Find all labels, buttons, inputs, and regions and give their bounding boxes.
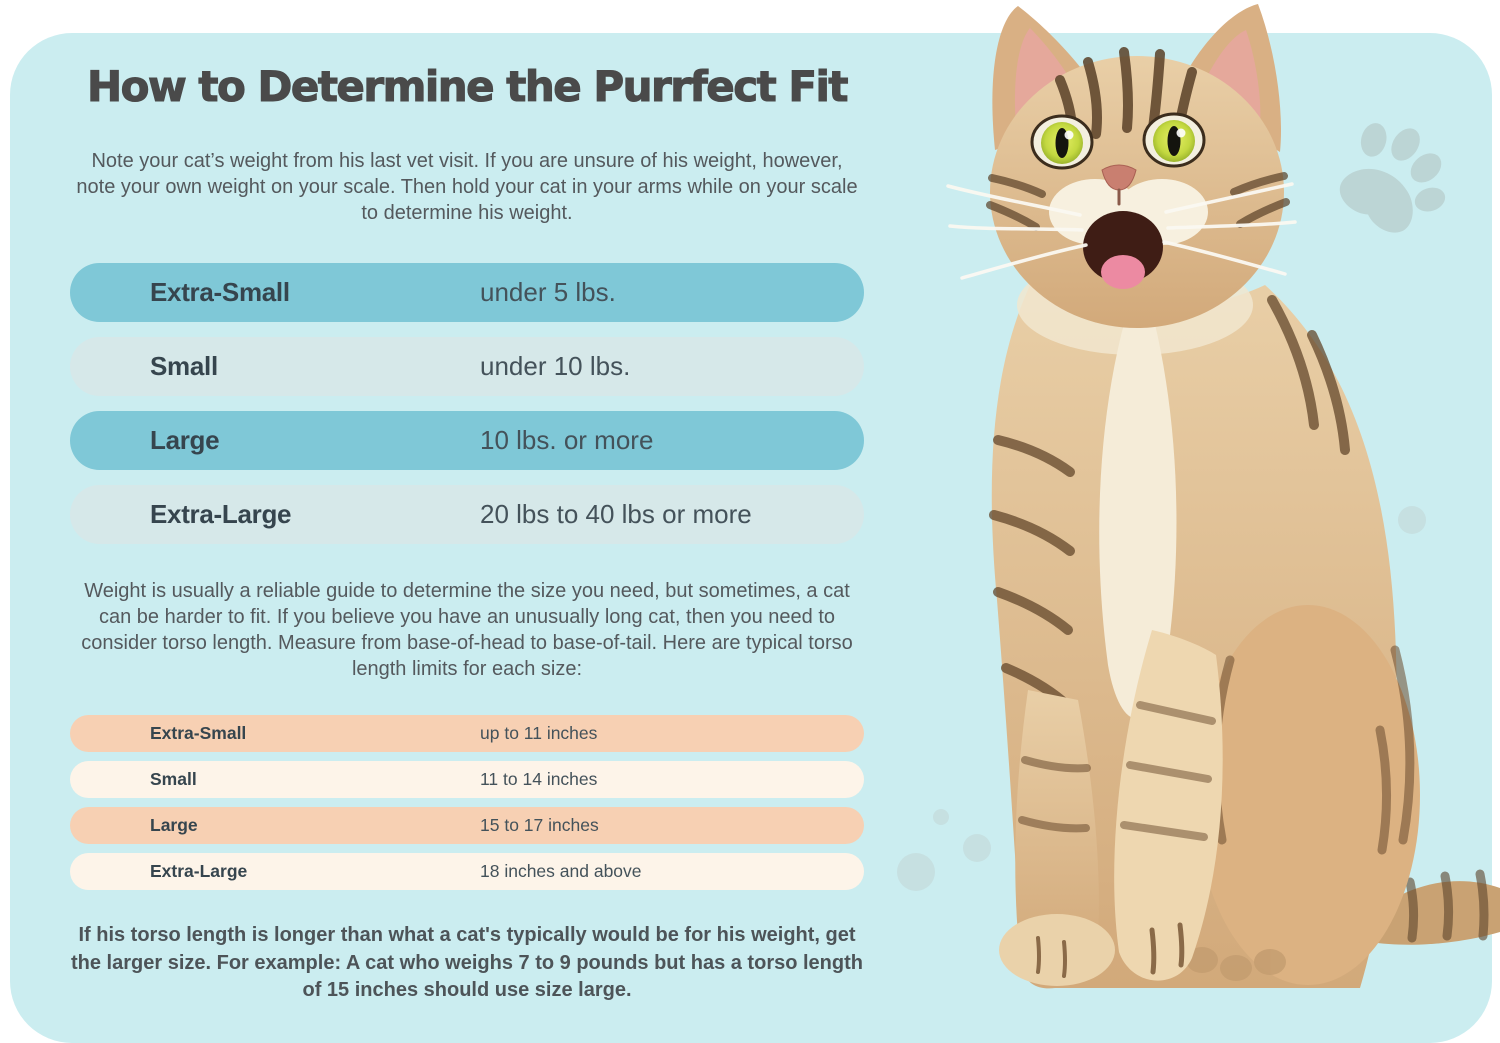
- size-value: up to 11 inches: [480, 723, 598, 743]
- table-row: [70, 411, 864, 470]
- table-row: [70, 715, 864, 752]
- table-row: [70, 807, 864, 844]
- size-label: Large: [150, 815, 198, 835]
- weight-size-table: [70, 263, 864, 559]
- size-label: Small: [150, 769, 197, 789]
- size-value: 11 to 14 inches: [480, 769, 598, 789]
- table-row: [70, 263, 864, 322]
- table-row: [70, 853, 864, 890]
- size-label: Extra-Large: [150, 499, 292, 529]
- size-label: Extra-Small: [150, 277, 290, 307]
- size-value: 15 to 17 inches: [480, 815, 599, 835]
- size-value: 20 lbs to 40 lbs or more: [480, 499, 752, 529]
- intro-paragraph: Note your cat’s weight from his last vet visit. If you are unsure of his weight, however, note your own weight on your scale. Then hold your cat in your arms while on your scale to determine his weight.: [76, 150, 858, 224]
- size-value: under 5 lbs.: [480, 277, 616, 307]
- size-label: Extra-Large: [150, 861, 248, 881]
- page-title: How to Determine the Purrfect Fit: [87, 62, 847, 111]
- table-row: [70, 761, 864, 798]
- torso-length-table: [70, 715, 864, 899]
- table-row: [70, 337, 864, 396]
- table-row: [70, 485, 864, 544]
- torso-paragraph: Weight is usually a reliable guide to determine the size you need, but sometimes, a cat can be harder to fit. If you believe you have an unusually long cat, then you need to consider torso length. Measure from base-of-head to base-of-tail. Here are typical torso length limits for each size:: [81, 580, 853, 680]
- content-column: [70, 0, 864, 1043]
- size-label: Large: [150, 425, 220, 455]
- size-value: 10 lbs. or more: [480, 425, 654, 455]
- size-value: under 10 lbs.: [480, 351, 631, 381]
- size-label: Extra-Small: [150, 723, 247, 743]
- footer-note: If his torso length is longer than what a cat's typically would be for his weight, get the larger size. For example: A cat who weighs 7 to 9 pounds but has a torso length of 15 inches should use size large.: [71, 924, 863, 1002]
- size-value: 18 inches and above: [480, 861, 642, 881]
- size-label: Small: [150, 351, 218, 381]
